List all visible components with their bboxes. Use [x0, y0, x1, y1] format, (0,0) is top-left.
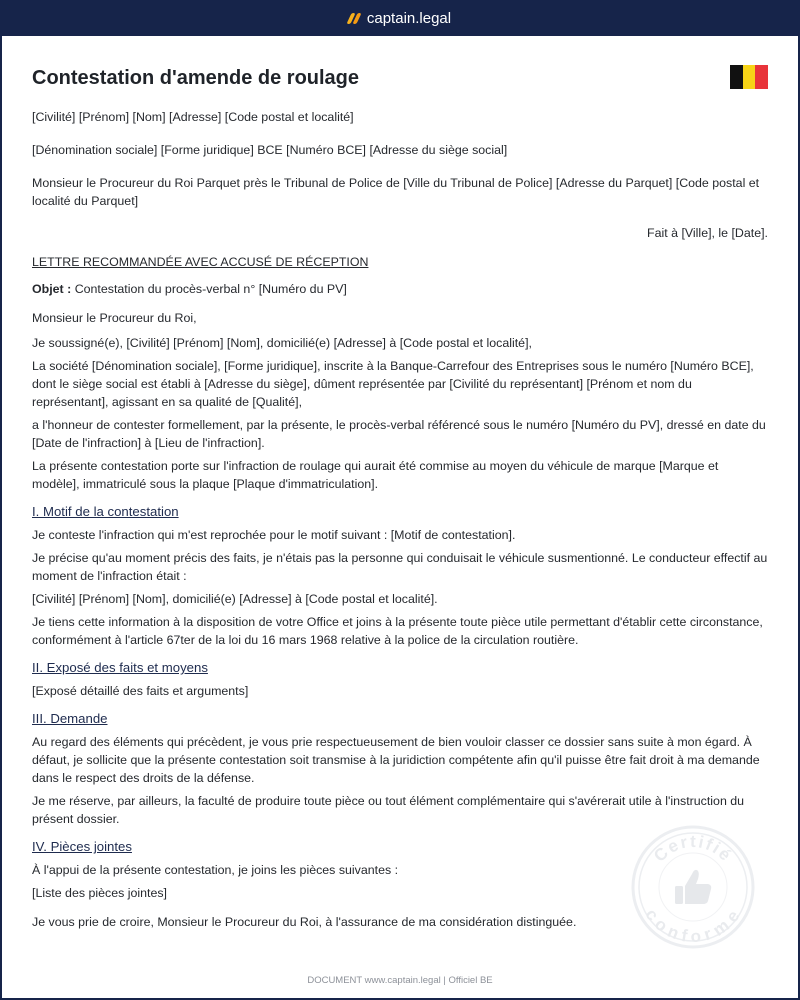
attachments-paragraph-2: [Liste des pièces jointes]: [32, 886, 167, 900]
paragraph-company: La société [Dénomination sociale], [Forme juridique], inscrite à la Banque-Carrefour des Entreprises sous le numéro [Numéro BCE], dont le siège social est établi à [Adresse du siège], dûment représentée par [Civilité du représentant] [Prénom et nom du représentant], agissant en sa qualité de [Qualité],: [32, 359, 754, 409]
brand-name[interactable]: captain.legal: [366, 9, 452, 27]
document-title: Contestation d'amende de roulage: [32, 67, 360, 89]
paragraph-honour: a l'honneur de contester formellement, par la présente, le procès-verbal référencé sous le numéro [Numéro du PV], dressé en date du [Date de l'infraction] à [Lieu de l'infraction].: [32, 418, 766, 450]
thumbs-up-icon: [675, 870, 711, 904]
document-page: [2, 36, 798, 998]
svg-text:Certifié: [650, 832, 736, 866]
section-title-facts: II. Exposé des faits et moyens: [32, 660, 208, 675]
object-text: Contestation du procès-verbal n° [Numéro du PV]: [71, 282, 347, 296]
svg-text:conforme: [641, 905, 744, 946]
section-title-motif: I. Motif de la contestation: [32, 504, 179, 519]
paragraph-vehicle: La présente contestation porte sur l'infraction de roulage qui aurait été commise au moyen du véhicule de marque [Marque et modèle], immatriculé sous la plaque [Plaque d'immatriculation].: [32, 459, 719, 491]
section-title-demand: III. Demande: [32, 711, 108, 726]
motif-paragraph-2: Je précise qu'au moment précis des faits, je n'étais pas la personne qui conduisait le véhicule susmentionné. Le conducteur effectif au moment de l'infraction était :: [32, 551, 768, 583]
seal-text-top: Certifié: [650, 831, 737, 866]
sender-company: [Dénomination sociale] [Forme juridique] BCE [Numéro BCE] [Adresse du siège social]: [32, 143, 508, 157]
closing-formula: Je vous prie de croire, Monsieur le Procureur du Roi, à l'assurance de ma considération distinguée.: [32, 915, 577, 929]
demand-paragraph-2: Je me réserve, par ailleurs, la faculté de produire toute pièce ou tout élément complémentaire qui s'avérerait utile à l'instruction du présent dossier.: [32, 794, 745, 826]
sender-person: [Civilité] [Prénom] [Nom] [Adresse] [Code postal et localité]: [32, 110, 354, 124]
seal-text-bottom: conforme: [641, 905, 745, 947]
top-bar: [0, 0, 800, 36]
attachments-paragraph-1: À l'appui de la présente contestation, je joins les pièces suivantes :: [32, 863, 399, 877]
certified-seal: [630, 824, 756, 950]
place-date: Fait à [Ville], le [Date].: [647, 226, 768, 240]
footer[interactable]: DOCUMENT www.captain.legal | Officiel BE: [307, 975, 493, 986]
recipient-address: Monsieur le Procureur du Roi Parquet près le Tribunal de Police de [Ville du Tribunal de Police] [Adresse du Parquet] [Code postal et localité du Parquet]: [32, 176, 760, 208]
motif-paragraph-3: [Civilité] [Prénom] [Nom], domicilié(e) [Adresse] à [Code postal et localité].: [32, 592, 438, 606]
motif-paragraph-1: Je conteste l'infraction qui m'est reprochée pour le motif suivant : [Motif de contestation].: [32, 528, 516, 542]
paragraph-person: Je soussigné(e), [Civilité] [Prénom] [Nom], domicilié(e) [Adresse] à [Code postal et localité],: [32, 336, 532, 350]
object-label: Objet :: [32, 282, 72, 296]
object-line: [32, 280, 768, 298]
registered-mail-notice: LETTRE RECOMMANDÉE AVEC ACCUSÉ DE RÉCEPTION: [32, 255, 369, 269]
facts-paragraph-1: [Exposé détaillé des faits et arguments]: [32, 684, 249, 698]
motif-paragraph-4: Je tiens cette information à la disposition de votre Office et joins à la présente toute pièce utile permettant d'établir cette circonstance, conformément à l'article 67ter de la loi du 16 mars 1968 relative à la police de la circulation routière.: [32, 615, 763, 647]
captain-legal-logo-icon: [346, 13, 361, 24]
salutation: Monsieur le Procureur du Roi,: [32, 311, 197, 325]
demand-paragraph-1: Au regard des éléments qui précèdent, je vous prie respectueusement de bien vouloir classer ce dossier sans suite à mon égard. À défaut, je sollicite que la présente contestation soit transmise à la juridiction compétente afin qu'il puisse être fait droit à ma demande dans le respect des droits de la défense.: [32, 735, 760, 785]
section-title-attachments: IV. Pièces jointes: [32, 839, 132, 854]
document-content: [32, 66, 768, 931]
